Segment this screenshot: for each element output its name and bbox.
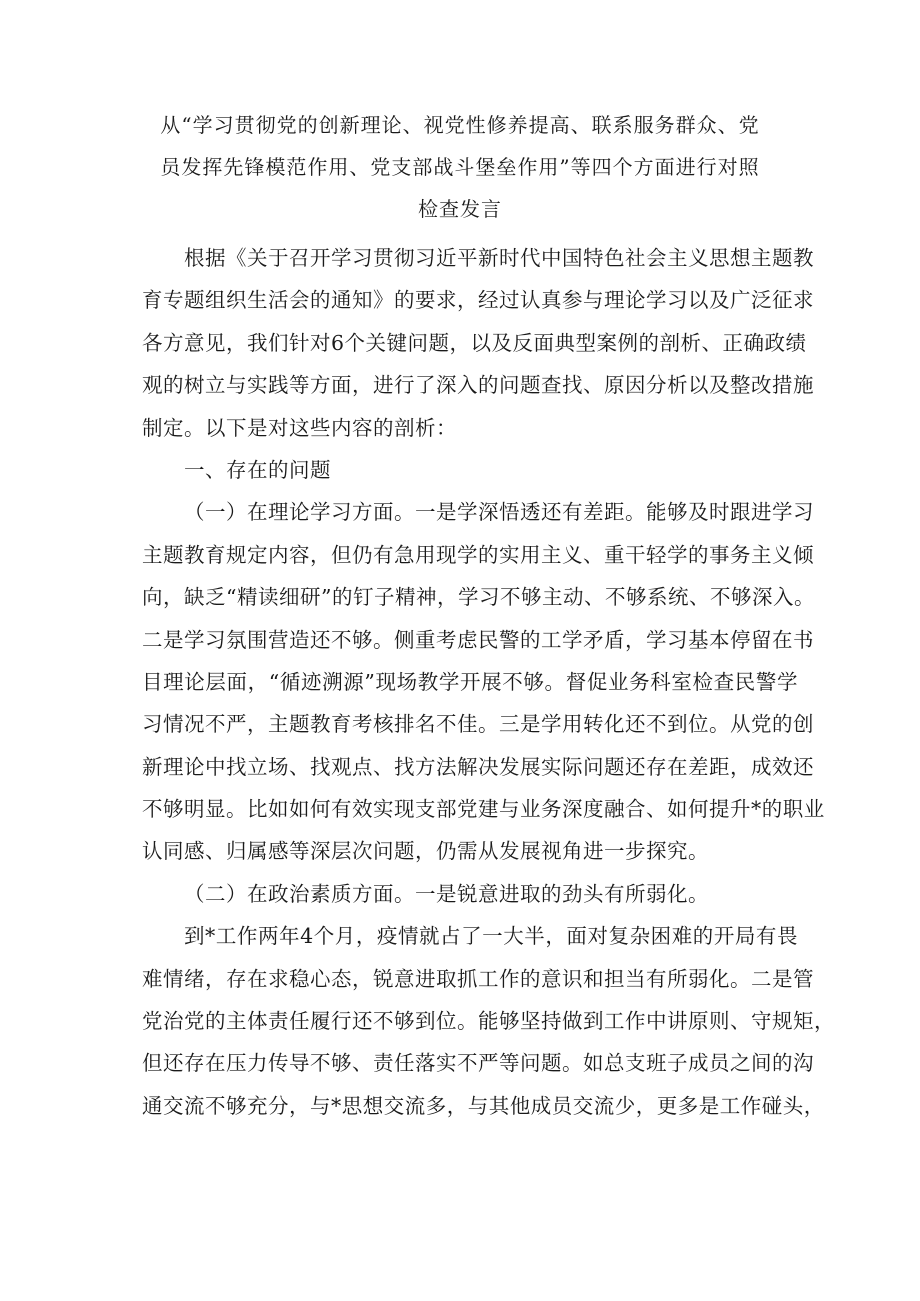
paragraph-intro-line: 根据《关于召开学习贯彻习近平新时代中国特色社会主义思想主题教	[184, 246, 814, 270]
paragraph-theory-line: 习情况不严，主题教育考核排名不佳。三是学用转化还不到位。从党的创	[142, 712, 814, 737]
paragraph-intro-line: 观的树立与实践等方面，进行了深入的问题查找、原因分析以及整改措施	[142, 373, 814, 398]
paragraph-politics-line: 通交流不够充分，与*思想交流多，与其他成员交流少，更多是工作碰头，	[142, 1093, 825, 1118]
paragraph-theory-line: 不够明显。比如如何有效实现支部党建与业务深度融合、如何提升*的职业	[142, 797, 825, 822]
document-body	[142, 237, 835, 1127]
paragraph-theory-line: 认同感、归属感等深层次问题，仍需从发展视角进一步探究。	[142, 839, 709, 864]
paragraph-intro-line: 各方意见，我们针对6个关键问题，以及反面典型案例的剖析、正确政绩	[142, 330, 807, 355]
document-title	[150, 104, 770, 230]
paragraph-politics-heading: （二）在政治素质方面。一是锐意进取的劲头有所弱化。	[184, 881, 709, 906]
title-line: 检查发言	[418, 197, 502, 221]
paragraph-intro-line: 制定。以下是对这些内容的剖析：	[142, 415, 457, 440]
section-heading: 一、存在的问题	[184, 457, 331, 482]
paragraph-intro-line: 育专题组织生活会的通知》的要求，经过认真参与理论学习以及广泛征求	[142, 288, 814, 313]
title-line: 员发挥先锋模范作用、党支部战斗堡垒作用”等四个方面进行对照	[160, 155, 760, 179]
paragraph-theory-line: 目理论层面，“循迹溯源”现场教学开展不够。督促业务科室检查民警学	[142, 669, 798, 694]
paragraph-theory-line: （一）在理论学习方面。一是学深悟透还有差距。能够及时跟进学习	[184, 500, 814, 525]
paragraph-politics-line: 到*工作两年4个月，疫情就占了一大半，面对复杂困难的开局有畏	[184, 924, 798, 949]
paragraph-theory-line: 二是学习氛围营造还不够。侧重考虑民警的工学矛盾，学习基本停留在书	[142, 627, 814, 652]
title-line: 从“学习贯彻党的创新理论、视党性修养提高、联系服务群众、党	[160, 113, 760, 137]
paragraph-theory-line: 向，缺乏“精读细研”的钉子精神，学习不够主动、不够系统、不够深入。	[142, 585, 815, 610]
paragraph-politics-line: 难情绪，存在求稳心态，锐意进取抓工作的意识和担当有所弱化。二是管	[142, 966, 814, 991]
paragraph-theory-line: 主题教育规定内容，但仍有急用现学的实用主义、重干轻学的事务主义倾	[142, 542, 814, 567]
paragraph-politics-line: 但还存在压力传导不够、责任落实不严等问题。如总支班子成员之间的沟	[142, 1051, 814, 1076]
paragraph-theory-line: 新理论中找立场、找观点、找方法解决发展实际问题还存在差距，成效还	[142, 754, 814, 779]
paragraph-politics-line: 党治党的主体责任履行还不够到位。能够坚持做到工作中讲原则、守规矩，	[142, 1009, 835, 1034]
